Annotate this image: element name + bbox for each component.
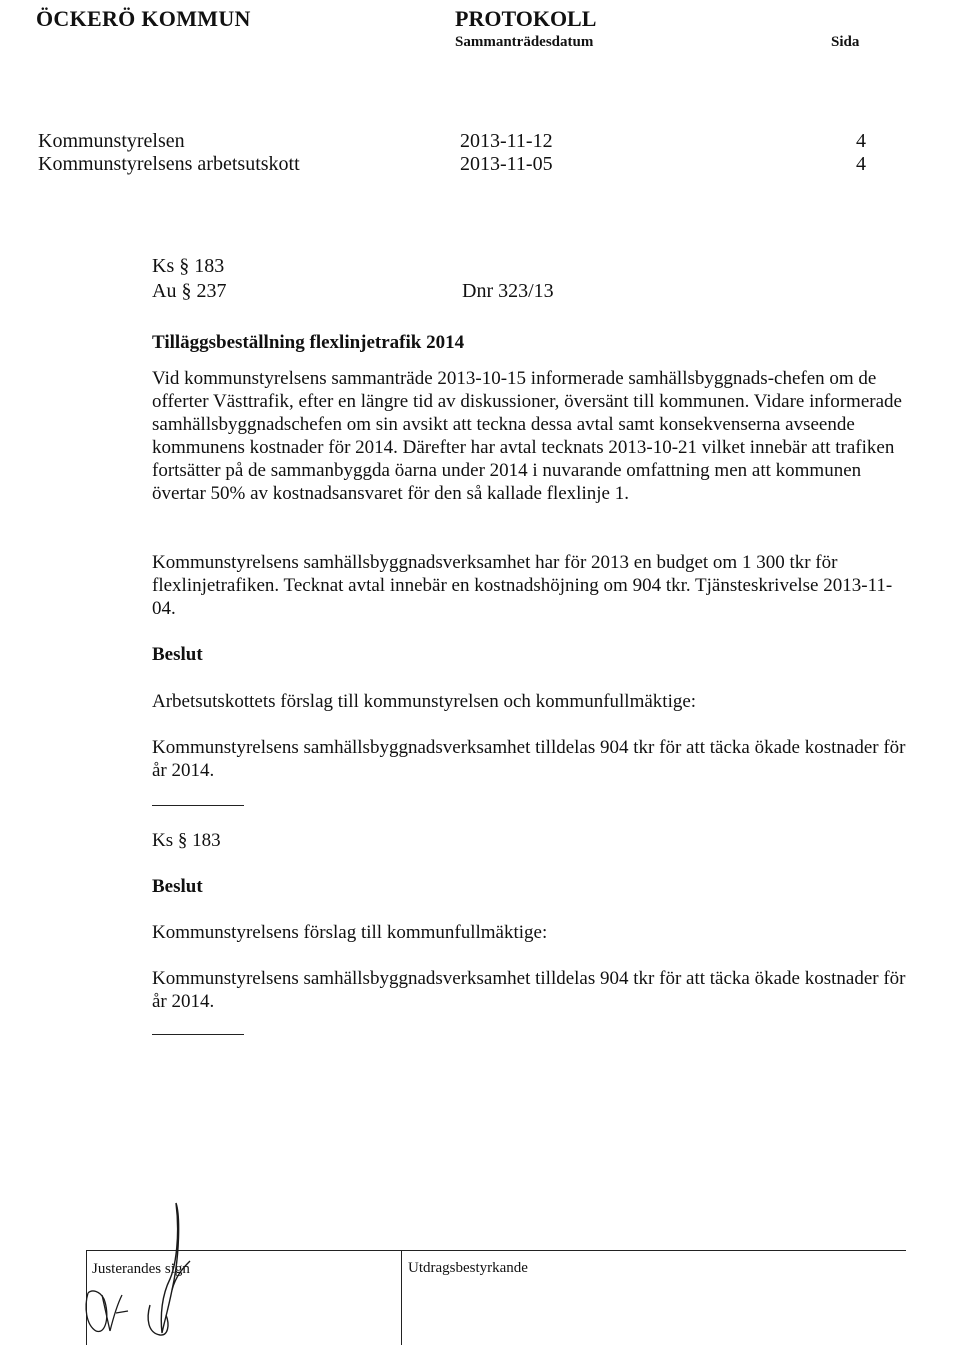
meeting-body-2: Kommunstyrelsens arbetsutskott [38, 153, 300, 175]
footer-rule [86, 1250, 906, 1251]
au-paragraph: Au § 237 [152, 280, 227, 302]
decision-text-1: Kommunstyrelsens samhällsbyggnadsverksamhet tilldelas 904 tkr för att täcka ökade kostnader för år 2014. [152, 737, 906, 781]
municipality-name: ÖCKERÖ KOMMUN [36, 6, 251, 31]
body-paragraph-1: Vid kommunstyrelsens sammanträde 2013-10-15 informerade samhällsbyggnads-chefen om de offerter Västtrafik, efter en längre tid av diskussioner, översänt till kommunen. Vidare informerade samhällsbyggnadschefen om sin avsikt att teckna dessa avtal samt konsekvenserna avseende kommunens kostnader för 2014. Därefter har avtal tecknats 2013-10-21 vilket innebär att trafiken fortsätter på de sammanbyggda öarna under 2014 i nuvarande omfattning men att kommunen övertar 50% av kostnadsansvaret för den så kallade flexlinje 1. [152, 368, 902, 504]
proposal-text-2: Kommunstyrelsens förslag till kommunfullmäktige: [152, 922, 548, 943]
document-type: PROTOKOLL [455, 6, 597, 31]
meeting-page-2: 4 [856, 153, 866, 175]
footer-divider [401, 1250, 402, 1345]
signature-drawing [80, 1195, 200, 1345]
separator-2 [152, 1034, 244, 1035]
decision-heading-1: Beslut [152, 644, 203, 665]
body-paragraph-2: Kommunstyrelsens samhällsbyggnadsverksamhet har för 2013 en budget om 1 300 tkr för flexlinjetrafiken. Tecknat avtal innebär en kostnadshöjning om 904 tkr. Tjänsteskrivelse 2013-11-04. [152, 552, 893, 619]
diary-number: Dnr 323/13 [462, 280, 554, 302]
case-title: Tilläggsbeställning flexlinjetrafik 2014 [152, 332, 465, 353]
ks-paragraph-2: Ks § 183 [152, 830, 221, 851]
meeting-page-1: 4 [856, 130, 866, 152]
proposal-text-1: Arbetsutskottets förslag till kommunstyrelsen och kommunfullmäktige: [152, 691, 697, 712]
page-label: Sida [831, 34, 860, 50]
meeting-date-1: 2013-11-12 [460, 130, 553, 152]
meeting-date-2: 2013-11-05 [460, 153, 553, 175]
utdragsbestyrkande-label: Utdragsbestyrkande [408, 1260, 528, 1276]
decision-text-2: Kommunstyrelsens samhällsbyggnadsverksamhet tilldelas 904 tkr för att täcka ökade kostnader för år 2014. [152, 968, 906, 1012]
meeting-date-label: Sammanträdesdatum [455, 34, 594, 50]
justerande-sign-label: Justerandes sign [92, 1261, 190, 1277]
meeting-body-1: Kommunstyrelsen [38, 130, 185, 152]
separator-1 [152, 805, 244, 806]
decision-heading-2: Beslut [152, 876, 203, 897]
ks-paragraph: Ks § 183 [152, 255, 225, 277]
